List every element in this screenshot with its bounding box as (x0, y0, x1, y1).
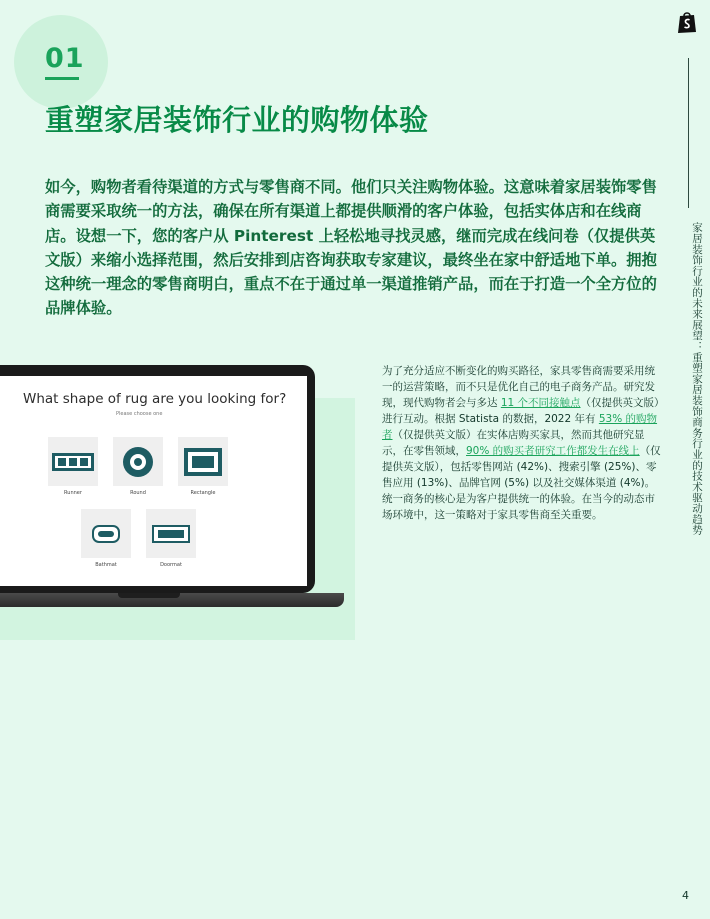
rug-option-runner[interactable] (48, 437, 98, 496)
quiz-instruction: Please choose one (116, 411, 163, 417)
runner-rug-icon (48, 437, 98, 486)
page-number: 4 (682, 889, 689, 902)
bathmat-icon (81, 509, 131, 558)
touchpoints-link[interactable]: 11 个不同接触点 (500, 397, 581, 409)
intro-paragraph: 如今，购物者看待渠道的方式与零售商不同。他们只关注购物体验。这意味着家居装饰零售商需要采取统一的方法，确保在所有渠道上都提供顺滑的客户体验，包括实体店和在线商店。设想一下，您的客户从 Pinterest 上轻松地寻找灵感，继而完成在线问卷（仅提供英文版）来缩小选择范围，然后安排到店咨询获取专家建议，最终坐在家中舒适地下单。拥抱这种统一理念的零售商明白，重点不在于通过单一渠道推销产品，而在于打造一个全方位的品牌体验。 (45, 178, 657, 318)
chapter-number: 01 (45, 43, 85, 74)
rug-option-bathmat[interactable] (81, 509, 131, 568)
page-title: 重塑家居装饰行业的购物体验 (45, 103, 429, 137)
rug-label: Runner (64, 490, 82, 496)
laptop-notch (118, 593, 180, 598)
rectangle-rug-icon (178, 437, 228, 486)
rug-label: Rectangle (190, 490, 216, 496)
running-title: 家居装饰行业的未来展望：重塑家居装饰商务行业的技术驱动趋势 (691, 222, 703, 536)
rug-label: Doormat (160, 562, 182, 568)
doormat-icon (146, 509, 196, 558)
laptop-screen (0, 376, 307, 586)
online-research-link[interactable]: 90% 的购买者研究工作都发生在线上 (466, 445, 640, 457)
chapter-underline (45, 77, 79, 80)
rug-label: Bathmat (95, 562, 117, 568)
sidebar-divider (688, 58, 689, 208)
body-text-segment: 为了充分适应不断变化的购买路径，家具零售商需要采用统一的运营策略，而不只是优化自己的电子商务产品。研究发现，现代购物者会与多达 (382, 365, 655, 409)
body-text-segment: （仅提供英文版）进行互动。根据 Statista 的数据，2022 年有 (382, 397, 660, 425)
quiz-question: What shape of rug are you looking for? (23, 391, 287, 407)
body-text-segment: （仅提供英文版）在实体店购买家具，然而其他研究显示，在零售领域， (382, 429, 645, 457)
shopify-bag-icon (677, 10, 697, 34)
rug-option-rectangle[interactable] (178, 437, 228, 496)
rug-label: Round (130, 490, 146, 496)
rug-option-round[interactable] (113, 437, 163, 496)
body-paragraph (382, 363, 662, 523)
shoppers-stat-link[interactable]: 53% 的购物者 (382, 413, 658, 441)
round-rug-icon (113, 437, 163, 486)
rug-option-doormat[interactable] (146, 509, 196, 568)
body-text-segment: （仅提供英文版），包括零售网站 (42%)、搜索引擎 (25%)、零售应用 (13%)、品牌官网 (5%) 以及社交媒体渠道 (4%)。统一商务的核心是为客户提供统一的体验。在当今的动态市场环境中，这一策略对于家具零售商至关重要。 (382, 445, 661, 521)
